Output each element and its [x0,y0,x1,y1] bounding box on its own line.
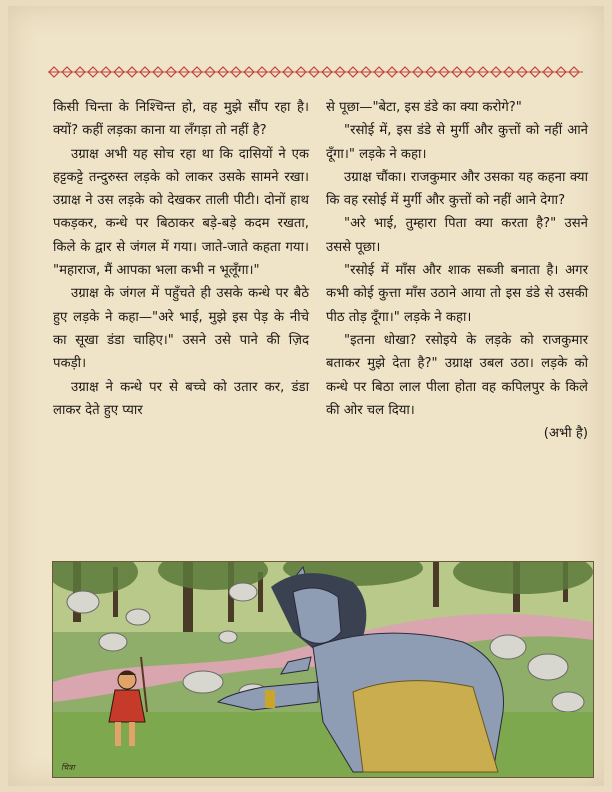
paragraph: "इतना धोखा? रसोइये के लड़के को राजकुमार बताकर मुझे देता है?" उग्राक्ष उबल उठा। लड़के को कन्धे पर बिठा लाल पीला होता वह कपिलपुर के किले की ओर चल दिया। [326,332,588,418]
paragraph: उग्राक्ष अभी यह सोच रहा था कि दासियों ने एक हट्टकट्टे तन्दुरुस्त लड़के को लाकर उसके सामने रखा। उग्राक्ष ने उस लड़के को देखकर ताली पीटी। दोनों हाथ पकड़कर, कन्धे पर बिठाकर बड़े-बड़े कदम रखता, किले के द्वार से जंगल में गया। जाते-जाते कहता गया। "महाराज, मैं आपका भला कभी न भूलूँगा।" [53,146,309,279]
left-column [53,96,309,422]
paragraph: "रसोई में माँस और शाक सब्जी बनाता है। अगर कभी कोई कुत्ता माँस उठाने आया तो इस डंडे से उसकी पीठ तोड़ दूँगा।" लड़के ने कहा। [326,263,588,325]
paragraph: "अरे भाई, तुम्हारा पिता क्या करता है?" उसने उससे पूछा। [326,216,588,255]
paragraph: से पूछा—"बेटा, इस डंडे का क्या करोगे?" [326,100,522,115]
right-column [326,96,588,445]
artist-signature: चित्रा [61,763,75,772]
paragraph: "रसोई में, इस डंडे से मुर्गी और कुत्तों को नहीं आने दूँगा।" लड़के ने कहा। [326,123,588,162]
magazine-page [8,6,604,786]
continued-marker: (अभी है) [543,426,588,442]
paragraph: किसी चिन्ता के निश्चिन्त हो, वह मुझे सौंप रहा है। क्यों? कहीं लड़का काना या लँगड़ा तो नहीं है? [53,100,309,139]
decorative-border [48,64,583,80]
paragraph: उग्राक्ष ने कन्धे पर से बच्चे को उतार कर, डंडा लाकर देते हुए प्यार [53,379,309,418]
paragraph: उग्राक्ष चौंका। राजकुमार और उसका यह कहना क्या कि वह रसोई में मुर्गी और कुत्तों को नहीं आने देगा? [326,169,588,209]
paragraph: उग्राक्ष के जंगल में पहुँचते ही उसके कन्धे पर बैठे हुए लड़के ने कहा—"अरे भाई, मुझे इस पेड़ के नीचे का सूखा डंडा चाहिए।" उसने उसे पाने की ज़िद पकड़ी। [53,286,309,372]
story-illustration [52,561,594,778]
forest-scene-image [53,562,593,777]
